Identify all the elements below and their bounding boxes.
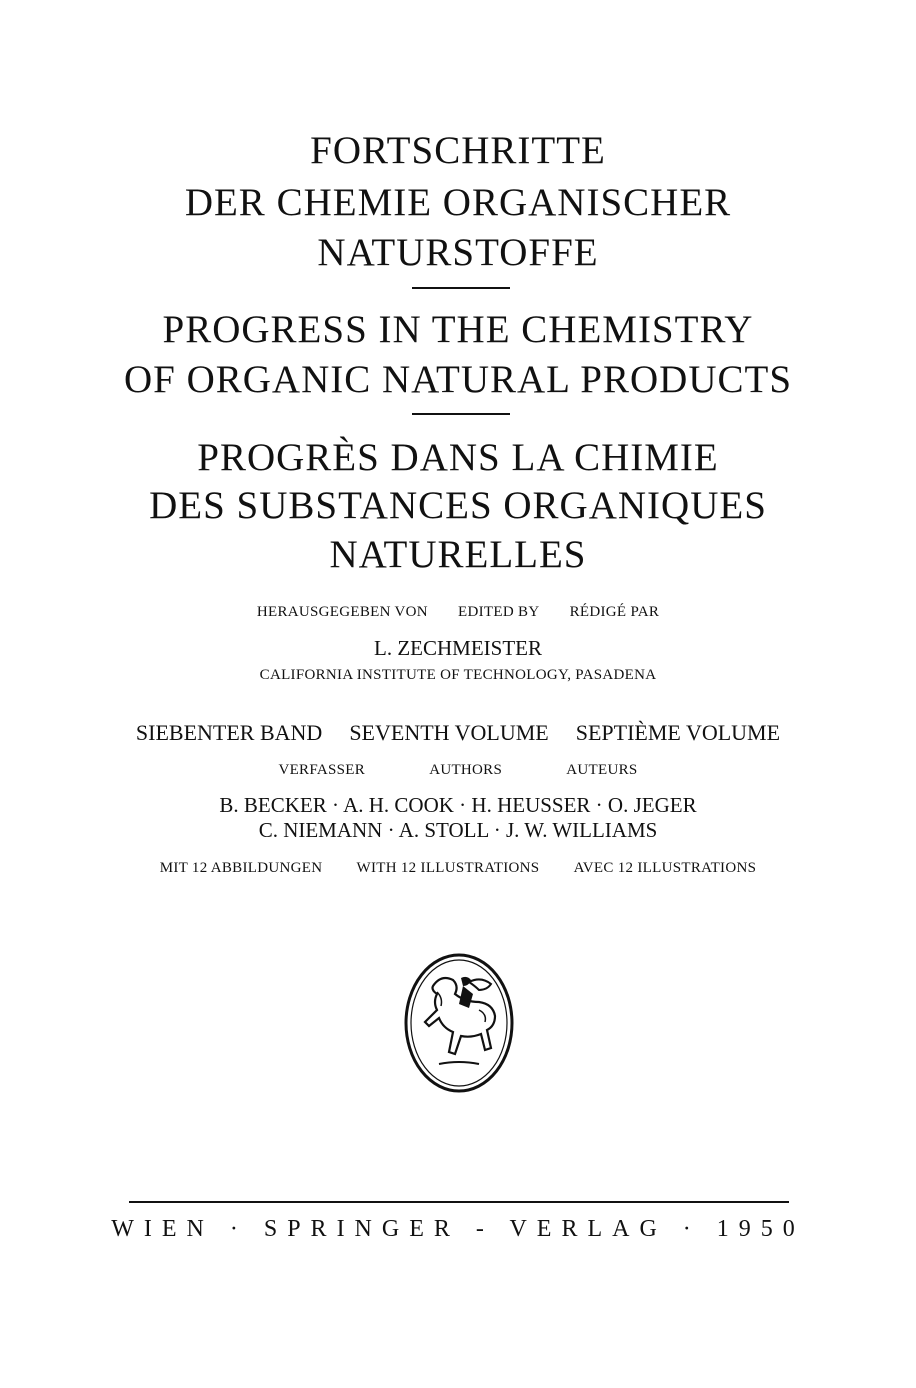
volume-label-fr: SEPTIÈME VOLUME (575, 720, 781, 745)
illustration-label-fr: AVEC 12 ILLUSTRATIONS (573, 860, 757, 876)
authors-line-1: B. BECKER · A. H. COOK · H. HEUSSER · O. JEGER (219, 793, 697, 817)
editor-name: L. ZECHMEISTER (374, 636, 542, 660)
publisher-imprint: WIEN · SPRINGER - VERLAG · 1950 (111, 1216, 805, 1242)
author-label-en: AUTHORS (429, 762, 503, 778)
illustration-labels (0, 860, 916, 877)
illustration-label-en: WITH 12 ILLUSTRATIONS (356, 860, 540, 876)
title-de-line-2: DER CHEMIE ORGANISCHER (184, 181, 732, 224)
illustration-label-de: MIT 12 ABBILDUNGEN (159, 860, 323, 876)
publisher-emblem-icon (403, 952, 515, 1094)
volume-label-de: SIEBENTER BAND (135, 720, 323, 745)
title-fr-line-2: DES SUBSTANCES ORGANIQUES (149, 484, 767, 527)
divider-rule-1 (412, 287, 510, 289)
title-de-line-3: NATURSTOFFE (317, 231, 599, 274)
title-fr-line-3: NATURELLES (329, 533, 587, 576)
footer-rule (129, 1201, 789, 1203)
author-label-de: VERFASSER (278, 762, 366, 778)
title-en-line-1: PROGRESS IN THE CHEMISTRY (162, 308, 754, 351)
author-labels (0, 762, 916, 779)
authors-line-2: C. NIEMANN · A. STOLL · J. W. WILLIAMS (258, 818, 658, 842)
editor-affiliation: CALIFORNIA INSTITUTE OF TECHNOLOGY, PASADENA (259, 667, 657, 683)
title-de-line-1: FORTSCHRITTE (310, 129, 606, 172)
title-fr-line-1: PROGRÈS DANS LA CHIMIE (197, 436, 719, 479)
editor-label-fr: RÉDIGÉ PAR (569, 604, 660, 620)
editor-label-de: HERAUSGEGEBEN VON (256, 604, 428, 620)
divider-rule-2 (412, 413, 510, 415)
author-label-fr: AUTEURS (566, 762, 638, 778)
editor-labels (0, 604, 916, 621)
volume-label-en: SEVENTH VOLUME (349, 720, 549, 745)
title-en-line-2: OF ORGANIC NATURAL PRODUCTS (123, 358, 793, 401)
editor-label-en: EDITED BY (458, 604, 540, 620)
volume-labels (0, 720, 916, 746)
